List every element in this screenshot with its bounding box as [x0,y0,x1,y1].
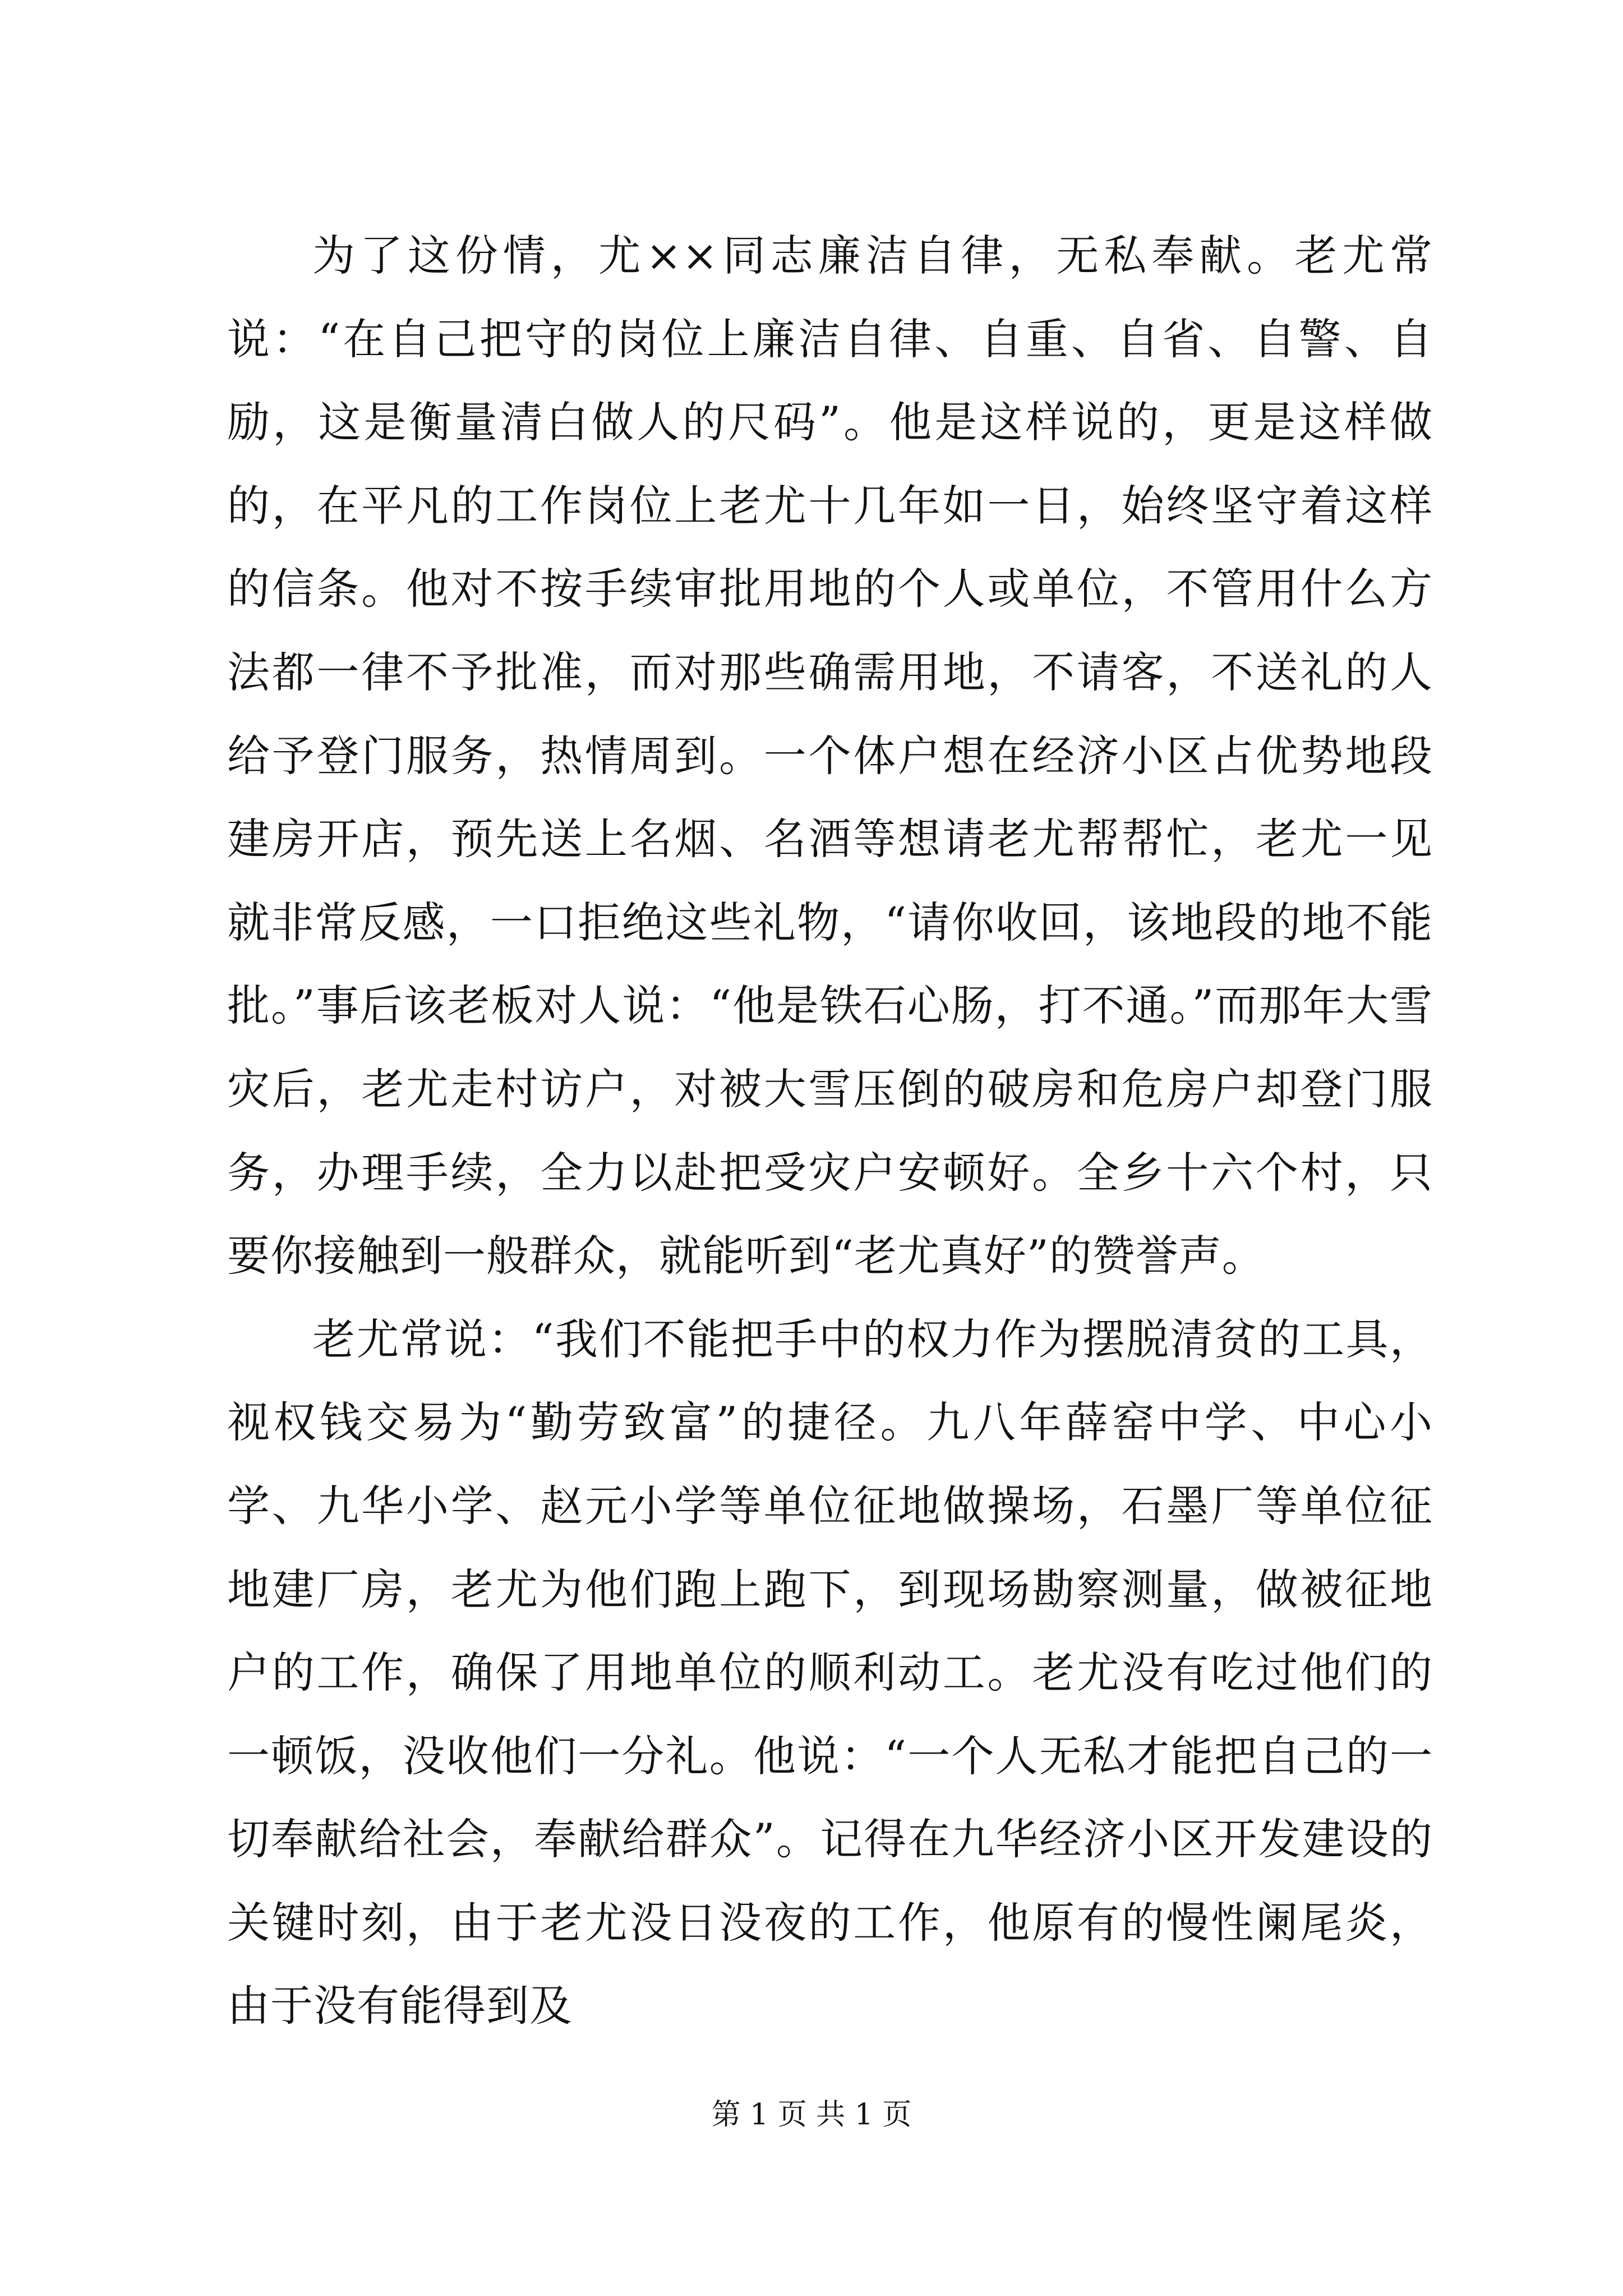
paragraph-2: 老尤常说：“我们不能把手中的权力作为摆脱清贫的工具，视权钱交易为“勤劳致富”的捷径。九八年薛窑中学、中心小学、九华小学、赵元小学等单位征地做操场，石墨厂等单位征地建厂房，老尤为他们跑上跑下，到现场勘察测量，做被征地户的工作，确保了用地单位的顺利动工。老尤没有吃过他们的一顿饭，没收他们一分礼。他说：“一个人无私才能把自己的一切奉献给社会，奉献给群众”。记得在九华经济小区开发建设的关键时刻，由于老尤没日没夜的工作，他原有的慢性阑尾炎，由于没有能得到及 [227,1314,1433,2031]
page-footer: 第 1 页 共 1 页 [711,2098,912,2132]
paragraph-1: 为了这份情，尤××同志廉洁自律，无私奉献。老尤常说：“在自己把守的岗位上廉洁自律、自重、自省、自警、自励，这是衡量清白做人的尺码”。他是这样说的，更是这样做的，在平凡的工作岗位上老尤十几年如一日，始终坚守着这样的信条。他对不按手续审批用地的个人或单位，不管用什么方法都一律不予批准，而对那些确需用地，不请客，不送礼的人给予登门服务，热情周到。一个体户想在经济小区占优势地段建房开店，预先送上名烟、名酒等想请老尤帮帮忙，老尤一见就非常反感，一口拒绝这些礼物，“请你收回，该地段的地不能批。”事后该老板对人说：“他是铁石心肠，打不通。”而那年大雪灾后，老尤走村访户，对被大雪压倒的破房和危房户却登门服务，办理手续，全力以赴把受灾户安顿好。全乡十六个村，只要你接触到一般群众，就能听到“老尤真好”的赞誉声。 [227,231,1433,1281]
document-body [227,214,1433,2048]
